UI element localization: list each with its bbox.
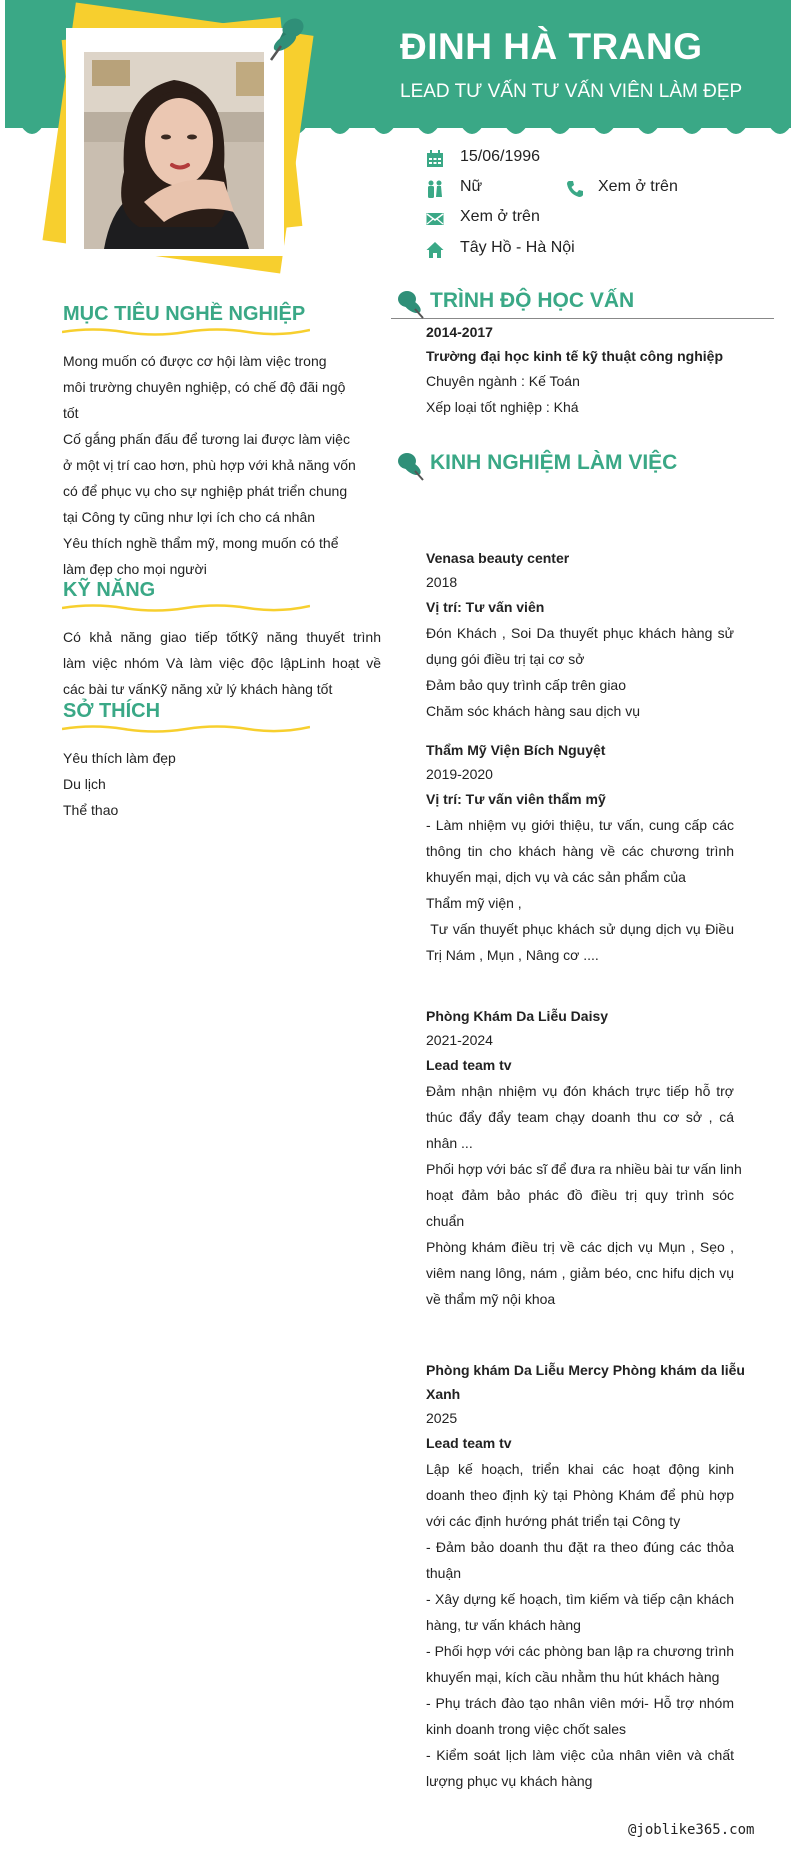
skills-underline <box>62 602 310 614</box>
home-icon <box>426 241 444 259</box>
objective-text <box>63 348 363 582</box>
job-entry <box>426 1004 742 1312</box>
pushpin-icon <box>395 288 425 320</box>
email-value: Xem ở trên <box>460 208 540 225</box>
job-line: Tư vấn thuyết phục khách sử dụng dịch vụ Điều <box>426 921 734 937</box>
job-line: - Kiểm soát lịch làm việc của nhân viên và chất <box>426 1747 734 1763</box>
education-major: Chuyên ngành : Kế Toán <box>426 373 580 389</box>
job-line: viêm nang lông, nám , giảm béo, cnc hifu dịch vụ <box>426 1265 734 1281</box>
job-period: 2025 <box>426 1410 458 1426</box>
job-line: - Xây dựng kế hoạch, tìm kiếm và tiếp cận khách <box>426 1591 734 1607</box>
job-line: Thẩm mỹ viện , <box>426 895 522 911</box>
skills-line: làm việc nhóm Và làm việc độc lậpLinh hoạt về <box>63 655 381 671</box>
job-line: - Đảm bảo doanh thu đặt ra theo đúng các thỏa <box>426 1539 734 1555</box>
job-line: khuyến mại, dịch vụ và các sản phẩm của <box>426 869 686 885</box>
objective-line: Cố gắng phấn đấu để tương lai được làm việc <box>63 431 350 447</box>
hobbies-underline <box>62 723 310 735</box>
job-period: 2021-2024 <box>426 1032 493 1048</box>
phone-value: Xem ở trên <box>598 178 678 195</box>
objective-line: tại Công ty cũng như lợi ích cho cá nhân <box>63 509 316 525</box>
hobby-item: Du lịch <box>63 776 106 792</box>
avatar <box>84 52 264 249</box>
job-line: chuẩn <box>426 1213 465 1229</box>
job-line: Đón Khách , Soi Da thuyết phục khách hàng sử <box>426 625 734 641</box>
objective-line: tốt <box>63 405 79 421</box>
job-company: Phòng Khám Da Liễu Daisy <box>426 1008 609 1024</box>
phone-icon <box>566 180 584 198</box>
email-icon <box>426 210 444 228</box>
skills-text <box>63 624 381 702</box>
job-line: Phòng khám điều trị về các dịch vụ Mụn , Sẹo , <box>426 1239 734 1255</box>
objective-line: làm đẹp cho mọi người <box>63 561 207 577</box>
job-line: Phối hợp với bác sĩ để đưa ra nhiều bài tư vấn linh <box>426 1161 742 1177</box>
objective-underline <box>62 326 310 338</box>
job-line: Chăm sóc khách hàng sau dịch vụ <box>426 703 641 719</box>
education-school: Trường đại học kinh tế kỹ thuật công nghiệp <box>426 348 723 364</box>
gender-icon <box>426 180 444 198</box>
job-company: Venasa beauty center <box>426 550 570 566</box>
job-line: thuận <box>426 1565 462 1581</box>
footer-watermark: @joblike365.com <box>628 1822 755 1838</box>
hobbies-title: SỞ THÍCH <box>63 700 161 722</box>
job-line: hàng, tư vấn khách hàng <box>426 1617 581 1633</box>
job-line: hoạt đảm bảo phác đồ điều trị quy trình sóc <box>426 1187 734 1203</box>
job-line: - Phụ trách đào tạo nhân viên mới- Hỗ trợ nhóm <box>426 1695 734 1711</box>
objective-line: có để phục vụ cho sự nghiệp phát triển chung <box>63 483 348 499</box>
job-position: Vị trí: Tư vấn viên <box>426 599 545 615</box>
address-value: Tây Hồ - Hà Nội <box>460 239 575 256</box>
education-period: 2014-2017 <box>426 324 493 340</box>
job-line: kinh doanh trong việc chốt sales <box>426 1721 627 1737</box>
job-line: Trị Nám , Mụn , Nâng cơ .... <box>426 947 599 963</box>
job-position: Vị trí: Tư vấn viên thẩm mỹ <box>426 791 606 807</box>
job-line: doanh theo định kỳ tại Phòng Khám để phù hợp <box>426 1487 734 1503</box>
birthday-value: 15/06/1996 <box>460 148 541 165</box>
experience-title: KINH NGHIỆM LÀM VIỆC <box>430 451 678 474</box>
job-position: Lead team tv <box>426 1057 512 1073</box>
job-line: về thẩm mỹ nội khoa <box>426 1291 556 1307</box>
contact-divider <box>391 318 774 319</box>
job-line: Đảm nhận nhiệm vụ đón khách trực tiếp hỗ trợ <box>426 1083 734 1099</box>
job-entry <box>426 546 734 724</box>
job-entry <box>426 738 734 968</box>
objective-title: MỤC TIÊU NGHỀ NGHIỆP <box>63 303 306 325</box>
skills-line: các bài tư vấnKỹ năng xử lý khách hàng tốt <box>63 681 333 697</box>
education-grade: Xếp loại tốt nghiệp : Khá <box>426 399 579 415</box>
objective-line: môi trường chuyên nghiệp, có chế độ đãi ngộ <box>63 379 346 395</box>
job-period: 2018 <box>426 574 458 590</box>
job-line: khuyến mại, kích cầu nhằm thu hút khách hàng <box>426 1669 720 1685</box>
candidate-name: ĐINH HÀ TRANG <box>400 26 703 67</box>
hobby-item: Thể thao <box>63 802 119 818</box>
job-line: Lập kế hoạch, triển khai các hoạt động kinh <box>426 1461 734 1477</box>
job-entry <box>426 1358 745 1794</box>
job-company: Phòng khám Da Liễu Mercy Phòng khám da liễu <box>426 1362 745 1378</box>
job-line: - Làm nhiệm vụ giới thiệu, tư vấn, cung cấp các <box>426 817 734 833</box>
job-position: Lead team tv <box>426 1435 512 1451</box>
job-line: thúc đẩy đẩy team chạy doanh thu cơ sở , cá <box>426 1109 734 1125</box>
job-company: Xanh <box>426 1386 461 1402</box>
job-line: thông tin cho khách hàng về các chương trình <box>426 843 734 859</box>
gender-value: Nữ <box>460 178 483 195</box>
job-company: Thẩm Mỹ Viện Bích Nguyệt <box>426 742 606 758</box>
job-period: 2019-2020 <box>426 766 493 782</box>
hobby-item: Yêu thích làm đẹp <box>63 750 176 766</box>
education-title: TRÌNH ĐỘ HỌC VẤN <box>430 289 635 312</box>
skills-line: Có khả năng giao tiếp tốtKỹ năng thuyết trình <box>63 629 381 645</box>
hobbies-list <box>63 745 363 823</box>
objective-line: Mong muốn có được cơ hội làm việc trong <box>63 353 327 369</box>
calendar-icon <box>426 150 444 168</box>
job-line: nhân ... <box>426 1135 473 1151</box>
candidate-job-title: LEAD TƯ VẤN TƯ VẤN VIÊN LÀM ĐẸP <box>400 81 743 102</box>
job-line: Đảm bảo quy trình cấp trên giao <box>426 677 627 693</box>
job-line: - Phối hợp với các phòng ban lập ra chương trình <box>426 1643 734 1659</box>
job-line: lượng phục vụ khách hàng <box>426 1773 593 1789</box>
education-block <box>426 320 734 420</box>
pushpin-icon <box>395 450 425 482</box>
skills-title: KỸ NĂNG <box>63 579 156 601</box>
objective-line: ở một vị trí cao hơn, phù hợp với khả năng vốn <box>63 457 356 473</box>
objective-line: Yêu thích nghề thẩm mỹ, mong muốn có thể <box>63 535 339 551</box>
job-line: với các định hướng phát triển tại Công ty <box>426 1513 681 1529</box>
job-line: dụng gói điều trị tại cơ sở <box>426 651 585 667</box>
pushpin-icon <box>265 14 309 64</box>
